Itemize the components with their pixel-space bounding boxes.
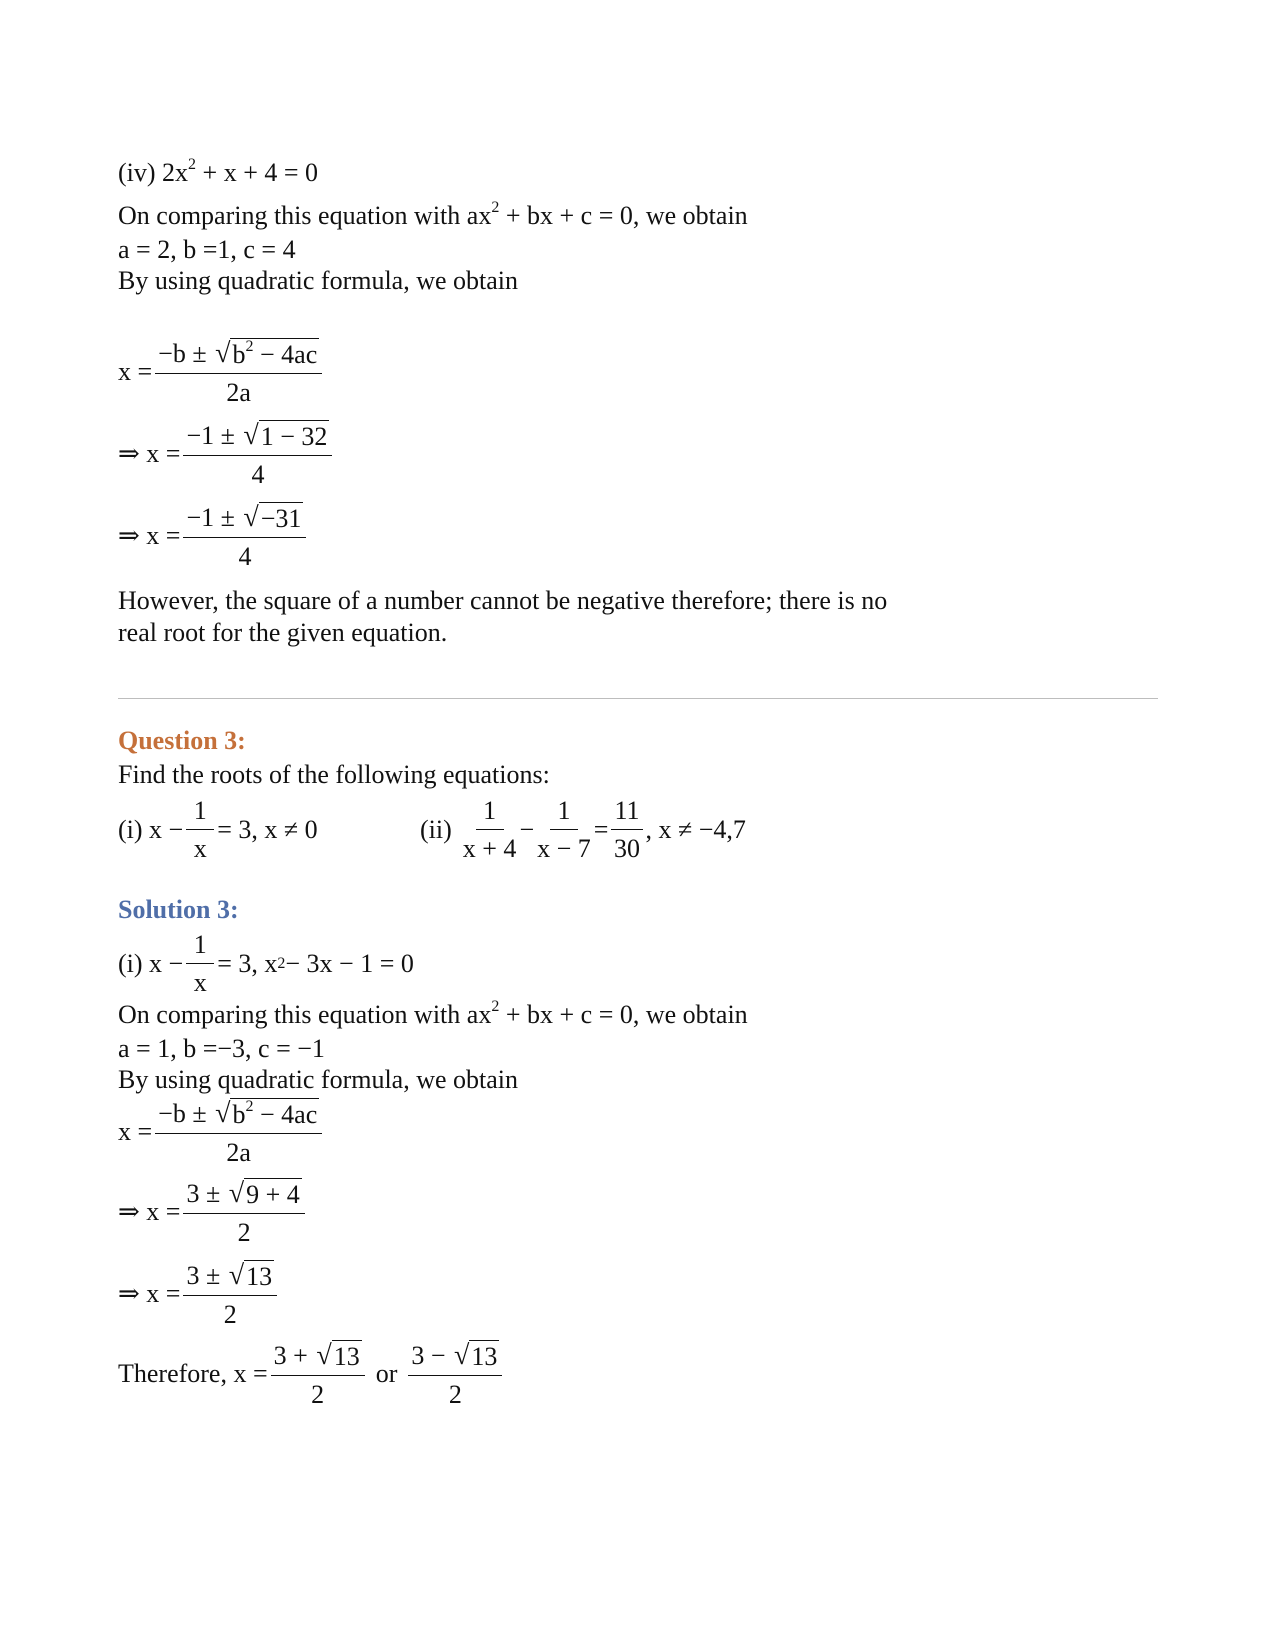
part-iv-formula-line: By using quadratic formula, we obtain <box>118 266 519 295</box>
radicand: 13 <box>333 1342 360 1371</box>
text: On comparing this equation with ax <box>118 1000 492 1029</box>
fraction <box>408 1340 502 1408</box>
exponent: 2 <box>188 156 197 173</box>
radical-sign-icon: √ <box>215 338 231 369</box>
text: b <box>232 340 246 369</box>
question-item-i <box>118 798 318 862</box>
text: = 3, x <box>217 949 278 978</box>
fraction <box>183 502 306 570</box>
numerator <box>155 1098 322 1134</box>
part-iv-compare-line <box>118 199 748 230</box>
text: + bx + c = 0, we obtain <box>499 201 748 230</box>
fraction <box>537 798 591 862</box>
numerator: 11 <box>611 798 642 830</box>
text: 3 + <box>273 1341 315 1370</box>
solution-item-i: (i) x − $\frac{1}{x}$ = 3, x 2 − 3x − 1 = 0 <box>118 930 414 997</box>
solution-step2 <box>118 1178 308 1246</box>
text: , x ≠ −4,7 <box>645 815 746 844</box>
text: 3 ± <box>186 1261 227 1290</box>
text: b <box>232 1100 246 1129</box>
lhs: ⇒ x = <box>118 1279 181 1308</box>
numerator <box>155 338 322 374</box>
text: − 4ac <box>253 340 318 369</box>
radical-sign-icon: √ <box>215 1098 231 1129</box>
text: − 3x − 1 = 0 <box>285 949 414 978</box>
numerator: 1 <box>186 932 214 964</box>
fraction <box>186 932 214 996</box>
fraction <box>611 798 642 862</box>
text: − 4ac <box>253 1100 318 1129</box>
denominator: 2 <box>448 1380 462 1409</box>
radicand: 1 − 32 <box>260 422 328 451</box>
fraction <box>155 338 322 406</box>
numerator <box>271 1340 365 1376</box>
text: −b ± <box>158 339 214 368</box>
denominator: x <box>193 834 207 863</box>
denominator: 2a <box>226 378 251 407</box>
section-divider <box>118 698 1158 699</box>
text: On comparing this equation with ax <box>118 201 492 230</box>
numerator <box>183 420 332 456</box>
fraction <box>463 798 517 862</box>
text: + bx + c = 0, we obtain <box>499 1000 748 1029</box>
fraction <box>186 798 214 862</box>
numerator <box>183 502 306 538</box>
radical-sign-icon: √ <box>243 502 259 533</box>
denominator: x <box>193 968 207 997</box>
equation-text: + x + 4 = 0 <box>196 158 319 187</box>
fraction <box>155 1098 322 1166</box>
numerator <box>183 1178 304 1214</box>
solution-final-answer <box>118 1340 505 1408</box>
text: 3 ± <box>186 1179 227 1208</box>
sqrt <box>215 338 319 368</box>
radical-sign-icon: √ <box>243 420 259 451</box>
fraction <box>183 420 332 488</box>
denominator: 2 <box>311 1380 325 1409</box>
solution-step1 <box>118 1098 325 1166</box>
text: −1 ± <box>186 421 242 450</box>
radicand <box>230 1098 319 1128</box>
text: (ii) <box>420 815 452 844</box>
numerator: 1 <box>550 798 578 830</box>
solution-coefficients: a = 1, b =−3, c = −1 <box>118 1034 325 1063</box>
lhs: ⇒ x = <box>118 521 181 550</box>
text: Therefore, x = <box>118 1359 268 1388</box>
equation-text: (iv) 2x <box>118 158 189 187</box>
lhs: ⇒ x = <box>118 1197 181 1226</box>
radical-sign-icon: √ <box>316 1340 332 1371</box>
radicand <box>230 338 319 368</box>
part-iv-conclusion-1: However, the square of a number cannot be negative therefore; there is no <box>118 586 888 615</box>
denominator: x + 4 <box>462 834 517 863</box>
part-iv-step3 <box>118 502 309 570</box>
part-iv-coefficients: a = 2, b =1, c = 4 <box>118 235 296 264</box>
sqrt <box>243 502 303 532</box>
fraction <box>183 1260 277 1328</box>
exponent: 2 <box>245 338 254 355</box>
denominator: 2a <box>226 1138 251 1167</box>
exponent: 2 <box>245 1098 254 1115</box>
fraction <box>183 1178 304 1246</box>
denominator: 30 <box>613 834 640 863</box>
question-prompt: Find the roots of the following equations: <box>118 760 550 789</box>
text: (i) x − <box>118 815 184 844</box>
part-iv-conclusion-2: real root for the given equation. <box>118 618 448 647</box>
radicand: 13 <box>246 1262 273 1291</box>
radicand: −31 <box>260 504 302 533</box>
denominator: 2 <box>223 1300 237 1329</box>
lhs: x = <box>118 1117 153 1146</box>
exponent: 2 <box>491 998 500 1015</box>
question-item-ii <box>420 798 746 862</box>
sqrt <box>316 1340 361 1370</box>
text: −b ± <box>158 1099 214 1128</box>
lhs: ⇒ x = <box>118 439 181 468</box>
text: 3 − <box>411 1341 453 1370</box>
radicand: 9 + 4 <box>246 1180 300 1209</box>
exponent: 2 <box>491 199 500 216</box>
numerator <box>408 1340 502 1376</box>
text: = 3, x ≠ 0 <box>217 815 318 844</box>
fraction <box>271 1340 365 1408</box>
lhs: x = <box>118 357 153 386</box>
sqrt <box>243 420 329 450</box>
sqrt <box>229 1260 274 1290</box>
part-iv-step2 <box>118 420 335 488</box>
part-iv-equation <box>118 156 319 187</box>
radical-sign-icon: √ <box>454 1340 470 1371</box>
text: (i) x − <box>118 949 184 978</box>
sqrt <box>454 1340 499 1370</box>
solution-formula-line: By using quadratic formula, we obtain <box>118 1065 519 1094</box>
question-heading: Question 3: <box>118 726 246 755</box>
solution-step3 <box>118 1260 280 1328</box>
text: or <box>375 1359 398 1388</box>
numerator: 1 <box>476 798 504 830</box>
denominator: 4 <box>251 460 265 489</box>
numerator: 1 <box>186 798 214 830</box>
numerator <box>183 1260 277 1296</box>
operator: = <box>593 815 609 844</box>
sqrt <box>229 1178 302 1208</box>
radical-sign-icon: √ <box>228 1260 245 1291</box>
operator: − <box>519 815 535 844</box>
part-iv-step1 <box>118 338 325 406</box>
text: −1 ± <box>186 503 242 532</box>
radicand: 13 <box>471 1342 498 1371</box>
radical-sign-icon: √ <box>228 1178 245 1209</box>
denominator: 4 <box>238 542 252 571</box>
solution-heading: Solution 3: <box>118 895 239 924</box>
sqrt <box>215 1098 319 1128</box>
solution-compare-line <box>118 998 748 1029</box>
denominator: x − 7 <box>537 834 591 863</box>
denominator: 2 <box>237 1218 251 1247</box>
